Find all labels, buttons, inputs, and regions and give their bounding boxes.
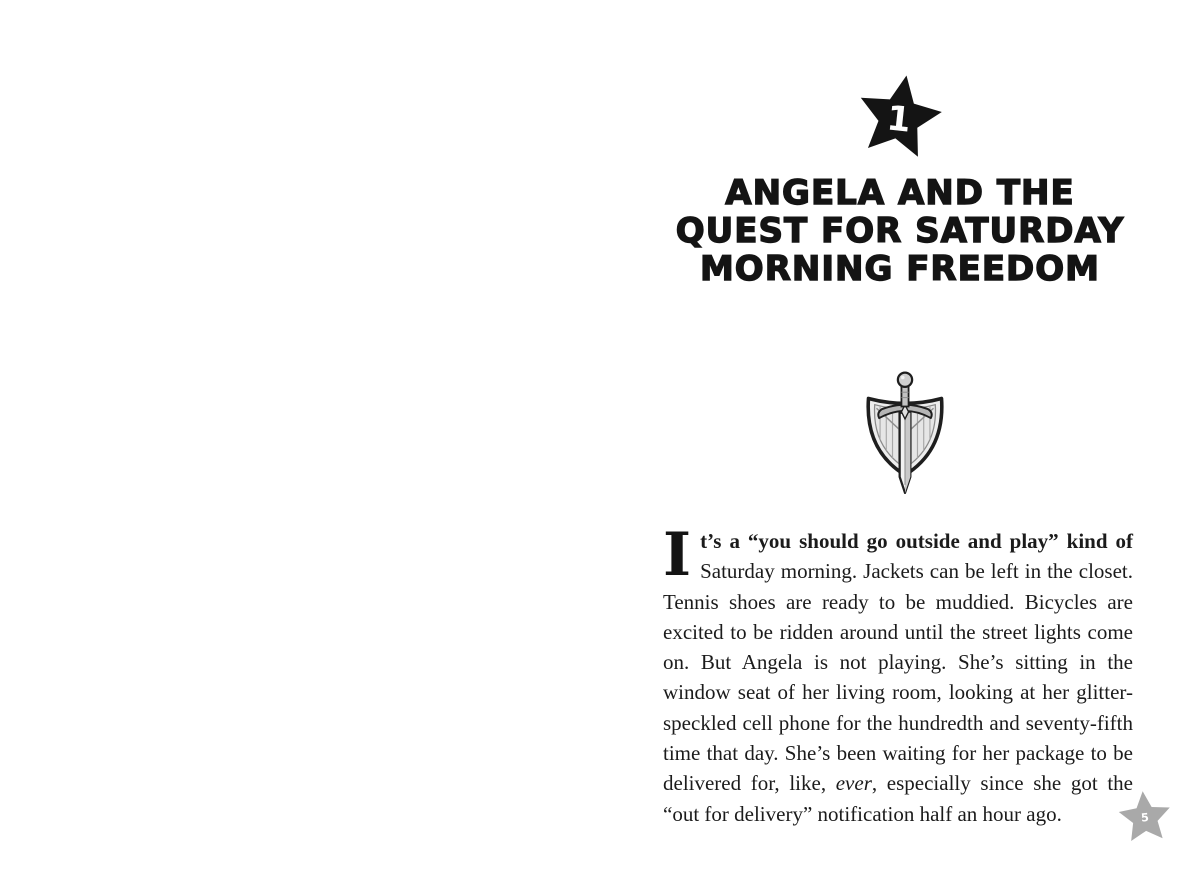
- page-number: 5: [1140, 811, 1150, 825]
- paragraph-italic-word: ever: [835, 771, 872, 796]
- sword-shield-illustration: [856, 368, 954, 502]
- chapter-title-line-1: ANGELA AND THE: [725, 173, 1075, 213]
- sword-shield-icon: [856, 368, 954, 502]
- chapter-title-line-2: QUEST FOR SATURDAY: [675, 211, 1125, 251]
- star-icon: [1117, 790, 1173, 846]
- chapter-title-line-3: MORNING FREEDOM: [699, 249, 1101, 289]
- chapter-number: 1: [884, 98, 913, 141]
- star-icon: [854, 73, 944, 163]
- chapter-number-star: [854, 73, 944, 163]
- chapter-opening-paragraph: [663, 520, 1133, 829]
- drop-cap: I: [663, 520, 692, 590]
- paragraph-body-1: Saturday morning. Jackets can be left in the closet. Tennis shoes are ready to be muddied. Bicycles are excited to be ridden around until the street lights come on. But Angela is not playing. She’s sitting in the window seat of her living room, looking at her glitter-speckled cell phone for the hundredth and seventy-fifth time that day. She’s been waiting for her package to be delivered for, like,: [663, 559, 1133, 796]
- page-number-star: [1117, 790, 1173, 846]
- chapter-title: [600, 174, 1200, 288]
- right-page: [600, 0, 1200, 873]
- paragraph-body-2: , especially since she got the “out for delivery” notification half an hour ago.: [663, 771, 1133, 826]
- paragraph-bold-lead: t’s a “you should go outside and play” kind of: [700, 529, 1133, 553]
